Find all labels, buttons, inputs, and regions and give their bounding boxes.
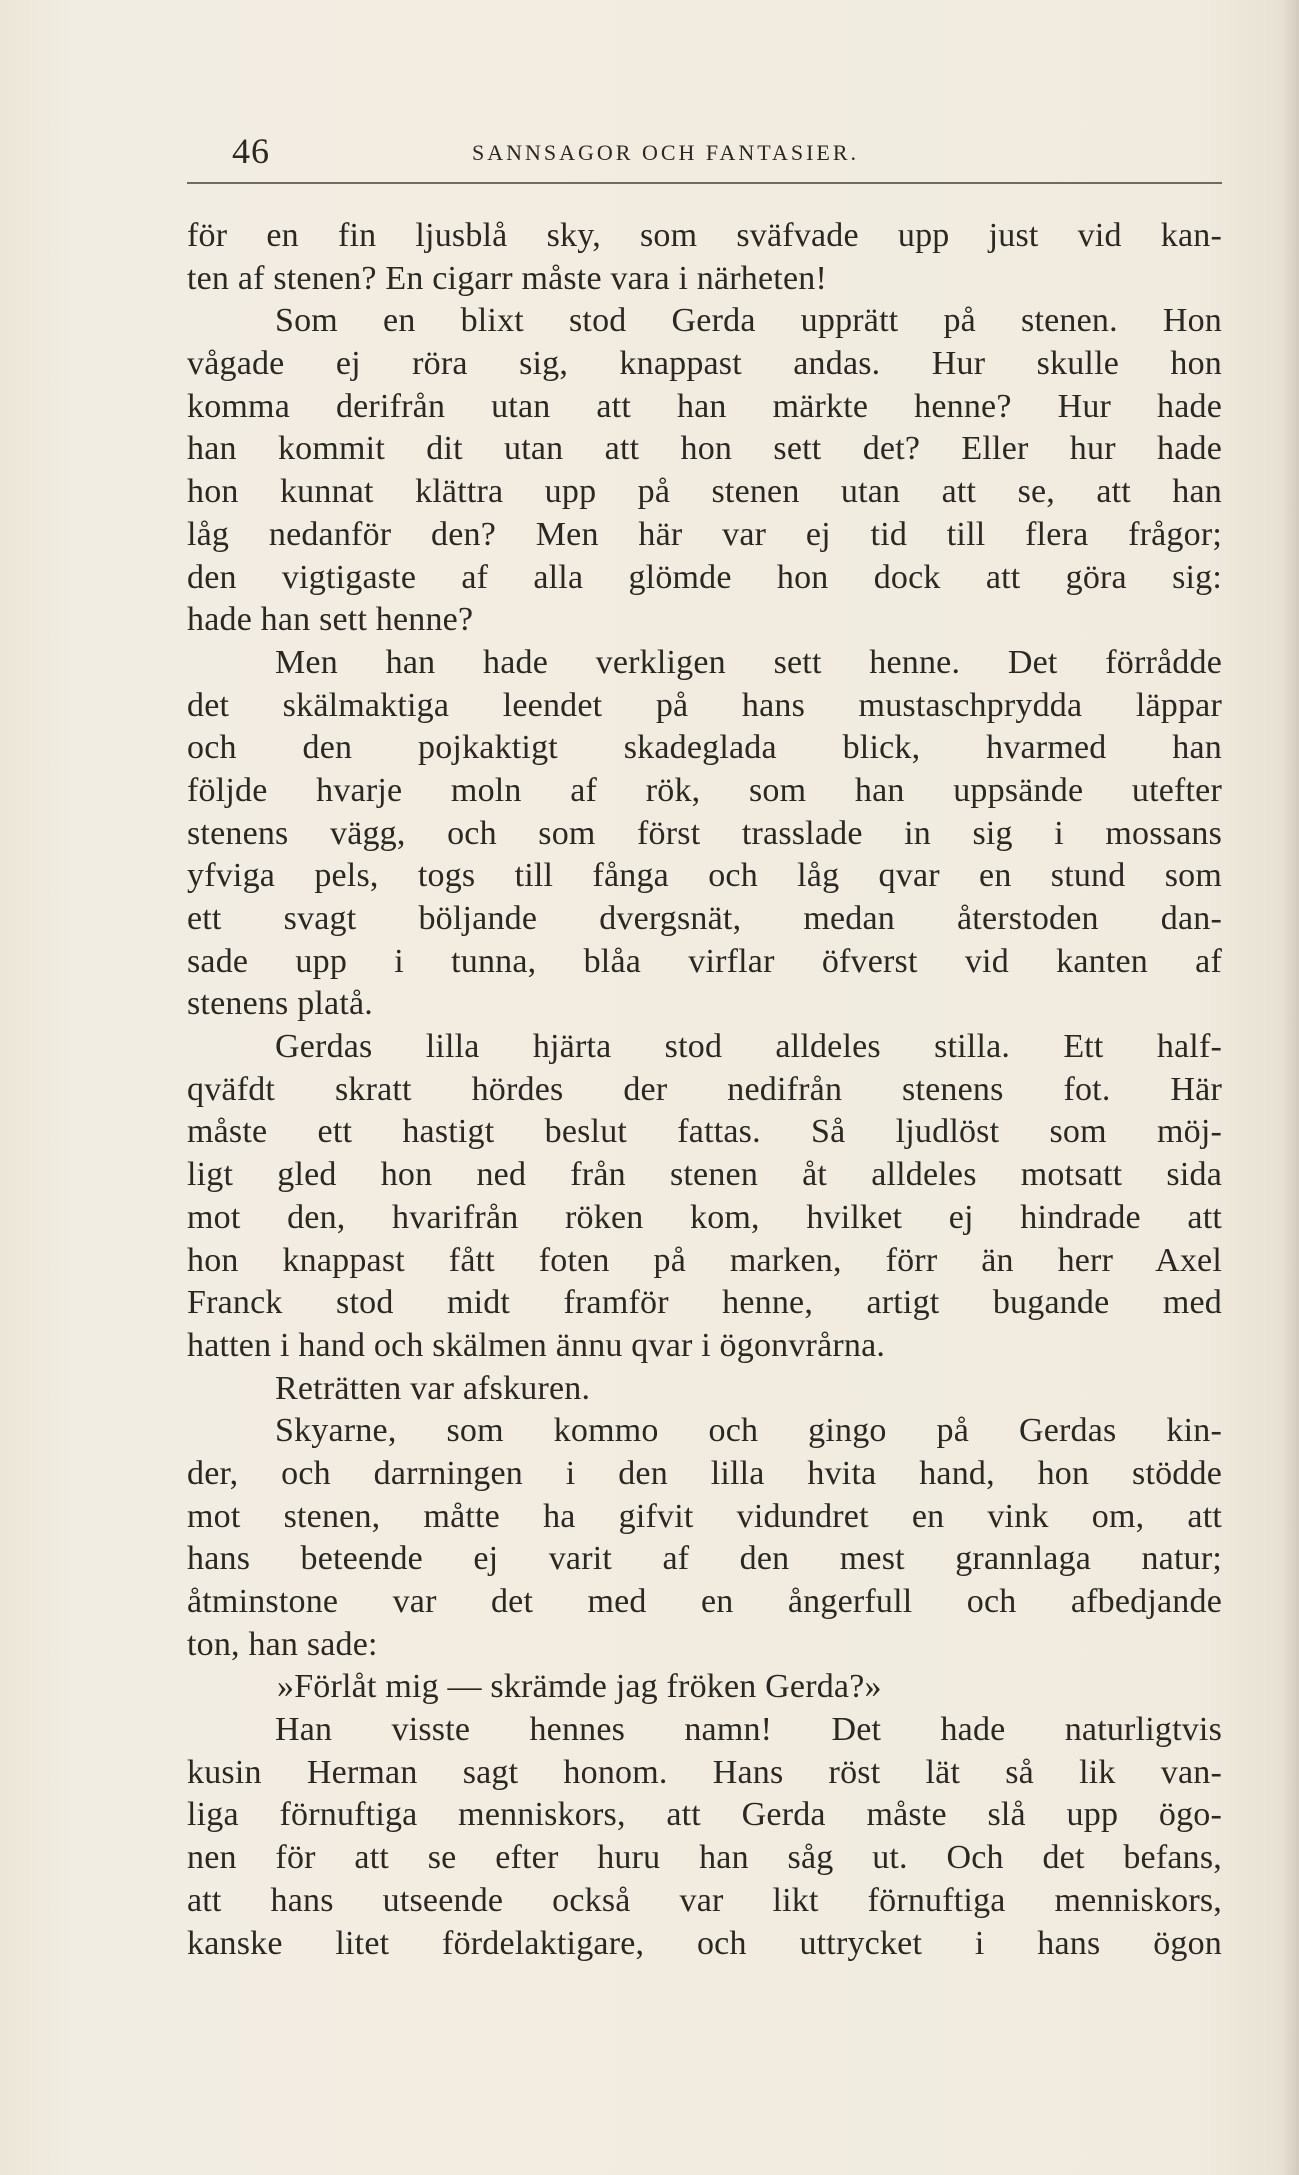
- text-line: för en fin ljusblå sky, som sväfvade upp just vid kan-: [187, 217, 1222, 254]
- text-line: och den pojkaktigt skadeglada blick, hvarmed han: [187, 729, 1222, 767]
- text-line: hade han sett henne?: [187, 601, 474, 639]
- text-line: att hans utseende också var likt förnuftiga menniskors,: [187, 1881, 1222, 1919]
- text-line: följde hvarje moln af rök, som han uppsände utefter: [187, 771, 1222, 809]
- text-line: komma derifrån utan att han märkte henne? Hur hade: [187, 387, 1222, 425]
- text-line: sade upp i tunna, blåa virflar öfverst vid kanten af: [187, 942, 1222, 980]
- text-line: ligt gled hon ned från stenen åt alldeles motsatt sida: [187, 1156, 1222, 1194]
- text-line: Reträtten var afskuren.: [275, 1369, 591, 1407]
- text-line: mot stenen, måtte ha gifvit vidundret en vink om, att: [187, 1497, 1222, 1535]
- text-line: Som en blixt stod Gerda upprätt på stenen. Hon: [275, 302, 1222, 340]
- header-rule: [187, 182, 1222, 184]
- text-line: hans beteende ej varit af den mest grannlaga natur;: [187, 1540, 1222, 1578]
- text-line: Franck stod midt framför henne, artigt bugande med: [187, 1284, 1222, 1322]
- text-line: hatten i hand och skälmen ännu qvar i ögonvrårna.: [187, 1326, 886, 1364]
- text-line: kusin Herman sagt honom. Hans röst lät så lik van-: [187, 1753, 1222, 1791]
- text-line: yfviga pels, togs till fånga och låg qvar en stund som: [187, 857, 1222, 895]
- text-line: ett svagt böljande dvergsnät, medan återstoden dan-: [187, 900, 1222, 937]
- page-header: [187, 130, 1222, 180]
- text-line: Skyarne, som kommo och gingo på Gerdas kin-: [275, 1412, 1222, 1450]
- text-line: vågade ej röra sig, knappast andas. Hur skulle hon: [187, 345, 1222, 383]
- text-line: låg nedanför den? Men här var ej tid till flera frågor;: [187, 515, 1222, 553]
- text-line: hon kunnat klättra upp på stenen utan att se, att han: [187, 473, 1222, 511]
- text-line: mot den, hvarifrån röken kom, hvilket ej hindrade att: [187, 1198, 1222, 1236]
- text-line: Han visste hennes namn! Det hade naturligtvis: [275, 1711, 1222, 1749]
- text-line: ton, han sade:: [187, 1625, 378, 1663]
- text-line: måste ett hastigt beslut fattas. Så ljudlöst som möj-: [187, 1113, 1222, 1151]
- text-line: »Förlåt mig — skrämde jag fröken Gerda?»: [277, 1668, 882, 1706]
- text-line: Men han hade verkligen sett henne. Det förrådde: [275, 643, 1222, 681]
- text-line: han kommit dit utan att hon sett det? Eller hur hade: [187, 430, 1222, 468]
- text-line: den vigtigaste af alla glömde hon dock att göra sig:: [187, 558, 1222, 596]
- text-line: nen för att se efter huru han såg ut. Och det befans,: [187, 1839, 1222, 1877]
- text-line: Gerdas lilla hjärta stod alldeles stilla. Ett half-: [275, 1028, 1222, 1066]
- text-line: kanske litet fördelaktigare, och uttrycket i hans ögon: [187, 1924, 1222, 1962]
- text-line: der, och darrningen i den lilla hvita hand, hon stödde: [187, 1454, 1222, 1492]
- running-head: SANNSAGOR OCH FANTASIER.: [472, 140, 860, 165]
- page-number: 46: [232, 131, 270, 171]
- text-line: det skälmaktiga leendet på hans mustaschprydda läppar: [187, 686, 1222, 724]
- text-line: qväfdt skratt hördes der nedifrån stenens fot. Här: [187, 1070, 1222, 1108]
- text-line: åtminstone var det med en ångerfull och afbedjande: [187, 1583, 1222, 1620]
- text-line: liga förnuftiga menniskors, att Gerda måste slå upp ögo-: [187, 1796, 1222, 1834]
- page-edge-shadow: [1281, 0, 1299, 2175]
- text-line: stenens platå.: [187, 985, 373, 1023]
- text-line: stenens vägg, och som först trasslade in sig i mossans: [187, 814, 1222, 852]
- text-line: hon knappast fått foten på marken, förr än herr Axel: [187, 1241, 1222, 1279]
- text-line: ten af stenen? En cigarr måste vara i närheten!: [187, 259, 827, 297]
- body-text: [187, 215, 1222, 1965]
